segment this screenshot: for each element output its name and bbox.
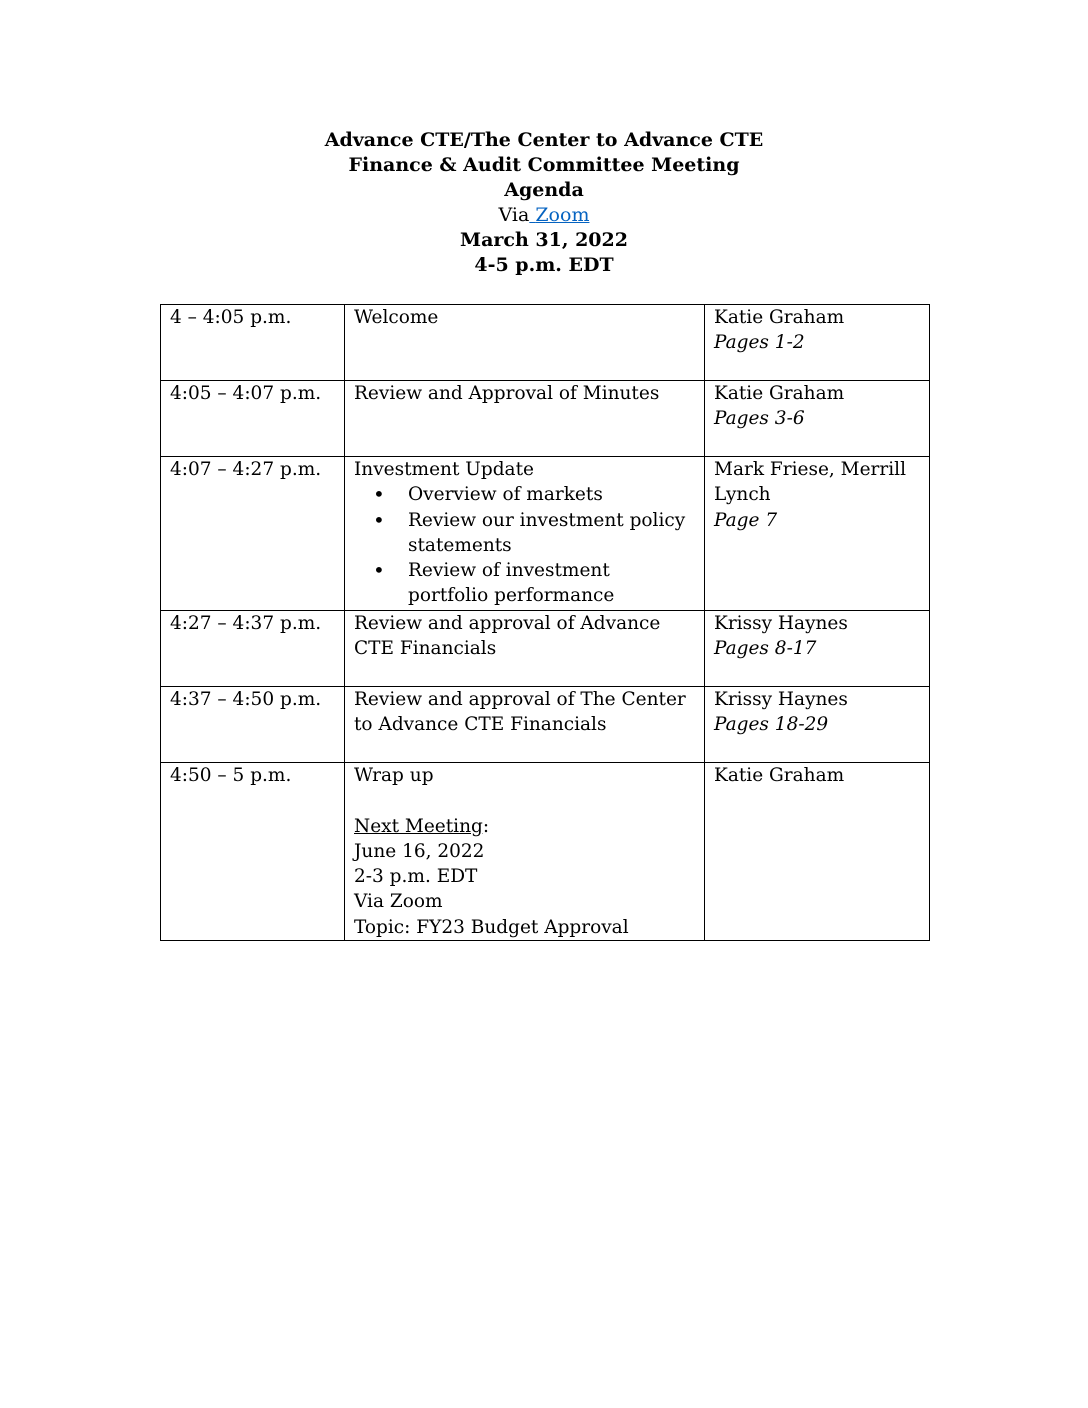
time-cell: 4:05 – 4:07 p.m. <box>161 381 345 457</box>
time-cell: 4:50 – 5 p.m. <box>161 763 345 941</box>
list-item: • Overview of markets <box>354 482 695 507</box>
presenter-cell <box>705 611 930 687</box>
presenter-cell <box>705 687 930 763</box>
next-meeting-topic: Topic: FY23 Budget Approval <box>354 916 629 938</box>
time-cell: 4:07 – 4:27 p.m. <box>161 457 345 611</box>
page-reference: Pages 3-6 <box>714 408 805 430</box>
agenda-header <box>0 128 1088 278</box>
page-reference: Pages 8-17 <box>714 638 817 660</box>
presenter-name: Katie Graham <box>714 383 845 404</box>
presenter-name: Krissy Haynes <box>714 689 848 710</box>
item-cell <box>345 457 705 611</box>
item-cell: Review and approval of Advance CTE Financials <box>345 611 705 687</box>
item-cell <box>345 763 705 941</box>
page-reference: Page 7 <box>714 509 778 531</box>
table-row <box>161 381 930 457</box>
next-meeting-time: 2-3 p.m. EDT <box>354 866 478 888</box>
presenter-cell <box>705 381 930 457</box>
presenter-cell <box>705 305 930 381</box>
page-reference: Pages 18-29 <box>714 714 829 736</box>
presenter-name: Krissy Haynes <box>714 613 848 634</box>
meeting-time: 4-5 p.m. EDT <box>474 254 614 276</box>
item-title: Wrap up <box>354 765 434 786</box>
spacer <box>354 788 695 813</box>
org-title: Advance CTE/The Center to Advance CTE <box>324 129 764 151</box>
via-line <box>0 203 1088 228</box>
item-cell: Review and approval of The Center to Advance CTE Financials <box>345 687 705 763</box>
time-cell: 4:27 – 4:37 p.m. <box>161 611 345 687</box>
presenter-cell <box>705 763 930 941</box>
item-cell: Review and Approval of Minutes <box>345 381 705 457</box>
table-row <box>161 457 930 611</box>
presenter-name: Katie Graham <box>714 765 845 786</box>
via-prefix: Via <box>498 204 530 226</box>
meeting-date: March 31, 2022 <box>460 229 628 251</box>
next-meeting-heading <box>354 814 695 839</box>
time-cell: 4 – 4:05 p.m. <box>161 305 345 381</box>
presenter-name: Katie Graham <box>714 307 845 328</box>
next-meeting-date: June 16, 2022 <box>354 840 485 862</box>
presenter-cell <box>705 457 930 611</box>
list-item: • Review of investment portfolio performance <box>354 558 695 609</box>
list-item: • Review our investment policy statements <box>354 508 695 559</box>
presenter-name: Mark Friese, Merrill Lynch <box>714 459 906 506</box>
bullet-list <box>354 482 695 608</box>
next-meeting-colon: : <box>482 815 490 837</box>
table-row <box>161 611 930 687</box>
agenda-table <box>160 304 930 941</box>
table-row <box>161 763 930 941</box>
next-meeting-via: Via Zoom <box>354 891 443 913</box>
table-row <box>161 305 930 381</box>
item-cell: Welcome <box>345 305 705 381</box>
time-cell: 4:37 – 4:50 p.m. <box>161 687 345 763</box>
table-row <box>161 687 930 763</box>
page-reference: Pages 1-2 <box>714 332 805 354</box>
meeting-title: Finance & Audit Committee Meeting <box>348 154 740 176</box>
zoom-link[interactable]: Zoom <box>535 204 590 226</box>
item-title: Investment Update <box>354 459 534 480</box>
next-meeting-label: Next Meeting <box>354 815 483 837</box>
agenda-title: Agenda <box>504 179 584 201</box>
